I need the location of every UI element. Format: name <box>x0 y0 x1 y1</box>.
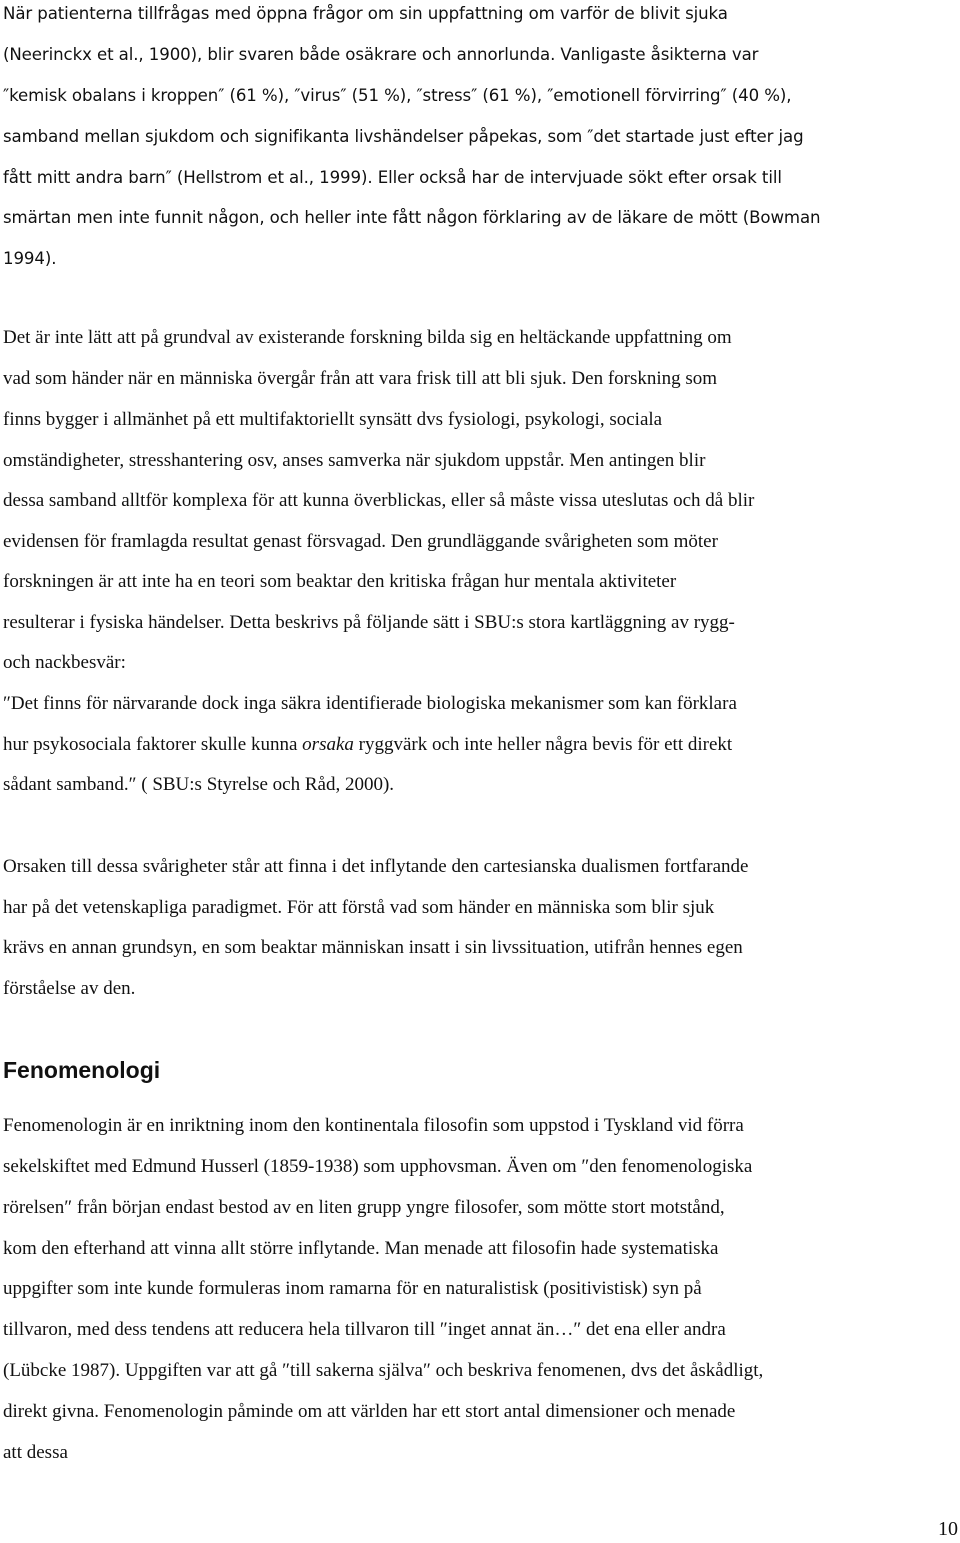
text-line: direkt givna. Fenomenologin påminde om att världen har ett stort antal dimensioner och menade <box>3 1401 736 1422</box>
quote-text: ryggvärk och inte heller några bevis för ett direkt <box>353 734 733 755</box>
emphasized-word: orsaka <box>302 734 354 755</box>
text-line: uppgifter som inte kunde formuleras inom ramarna för en naturalistisk (positivistisk) syn på <box>3 1278 702 1299</box>
text-line: resulterar i fysiska händelser. Detta beskrivs på följande sätt i SBU:s stora kartläggning av rygg- <box>3 612 735 633</box>
section-heading: Fenomenologi <box>3 1057 161 1083</box>
text-line: finns bygger i allmänhet på ett multifaktoriellt synsätt dvs fysiologi, psykologi, sociala <box>3 409 663 430</box>
text-line: smärtan men inte funnit någon, och heller inte fått någon förklaring av de läkare de mött (Bowman <box>3 208 821 227</box>
text-line: krävs en annan grundsyn, en som beaktar människan insatt i sin livssituation, utifrån hennes egen <box>3 937 743 958</box>
text-line: kom den efterhand att vinna allt större inflytande. Man menade att filosofin hade systematiska <box>3 1238 719 1259</box>
text-line: samband mellan sjukdom och signifikanta livshändelser påpekas, som ″det startade just efter jag <box>3 127 804 146</box>
text-line: tillvaron, med dess tendens att reducera hela tillvaron till ″inget annat än…″ det ena eller andra <box>3 1319 726 1340</box>
text-line: ″kemisk obalans i kroppen″ (61 %), ″virus″ (51 %), ″stress″ (61 %), ″emotionell förvirring″ (40 %), <box>3 86 792 105</box>
text-line: har på det vetenskapliga paradigmet. För att förstå vad som händer en människa som blir sjuk <box>3 897 715 918</box>
text-line: omständigheter, stresshantering osv, anses samverka när sjukdom uppstår. Men antingen blir <box>3 450 706 471</box>
text-line: förståelse av den. <box>3 978 136 999</box>
text-line: vad som händer när en människa övergår från att vara frisk till att bli sjuk. Den forskning som <box>3 368 718 389</box>
quote-text: hur psykosociala faktorer skulle kunna <box>3 734 303 755</box>
text-line: Orsaken till dessa svårigheter står att finna i det inflytande den cartesianska dualismen fortfarande <box>3 856 749 877</box>
text-line: När patienterna tillfrågas med öppna frågor om sin uppfattning om varför de blivit sjuka <box>3 4 728 23</box>
text-line: och nackbesvär: <box>3 652 126 673</box>
quote-line <box>3 733 732 757</box>
text-line: sekelskiftet med Edmund Husserl (1859-1938) som upphovsman. Även om ″den fenomenologiska <box>3 1156 753 1177</box>
text-line: 1994). <box>3 249 57 268</box>
text-line: dessa samband alltför komplexa för att kunna överblickas, eller så måste vissa uteslutas och då blir <box>3 490 755 511</box>
quote-citation-line: sådant samband.″ ( SBU:s Styrelse och Råd, 2000). <box>3 774 395 795</box>
text-line: (Neerinckx et al., 1900), blir svaren både osäkrare och annorlunda. Vanligaste åsikterna var <box>3 45 759 64</box>
text-line: (Lübcke 1987). Uppgiften var att gå ″till sakerna själva″ och beskriva fenomenen, dvs det åskådligt, <box>3 1360 764 1381</box>
quote-line: ″Det finns för närvarande dock inga säkra identifierade biologiska mekanismer som kan förklara <box>3 693 737 714</box>
text-line: Fenomenologin är en inriktning inom den kontinentala filosofin som uppstod i Tyskland vid förra <box>3 1115 744 1136</box>
text-line: evidensen för framlagda resultat genast försvagad. Den grundläggande svårigheten som möter <box>3 531 718 552</box>
text-line: Det är inte lätt att på grundval av existerande forskning bilda sig en heltäckande uppfattning om <box>3 327 732 348</box>
text-line: forskningen är att inte ha en teori som beaktar den kritiska frågan hur mentala aktiviteter <box>3 571 677 592</box>
page-number: 10 <box>938 1518 958 1540</box>
text-line: fått mitt andra barn″ (Hellstrom et al., 1999). Eller också har de intervjuade sökt efter orsak till <box>3 168 782 187</box>
text-line: att dessa <box>3 1442 68 1463</box>
text-line: rörelsen″ från början endast bestod av en liten grupp yngre filosofer, som mötte stort motstånd, <box>3 1197 725 1218</box>
